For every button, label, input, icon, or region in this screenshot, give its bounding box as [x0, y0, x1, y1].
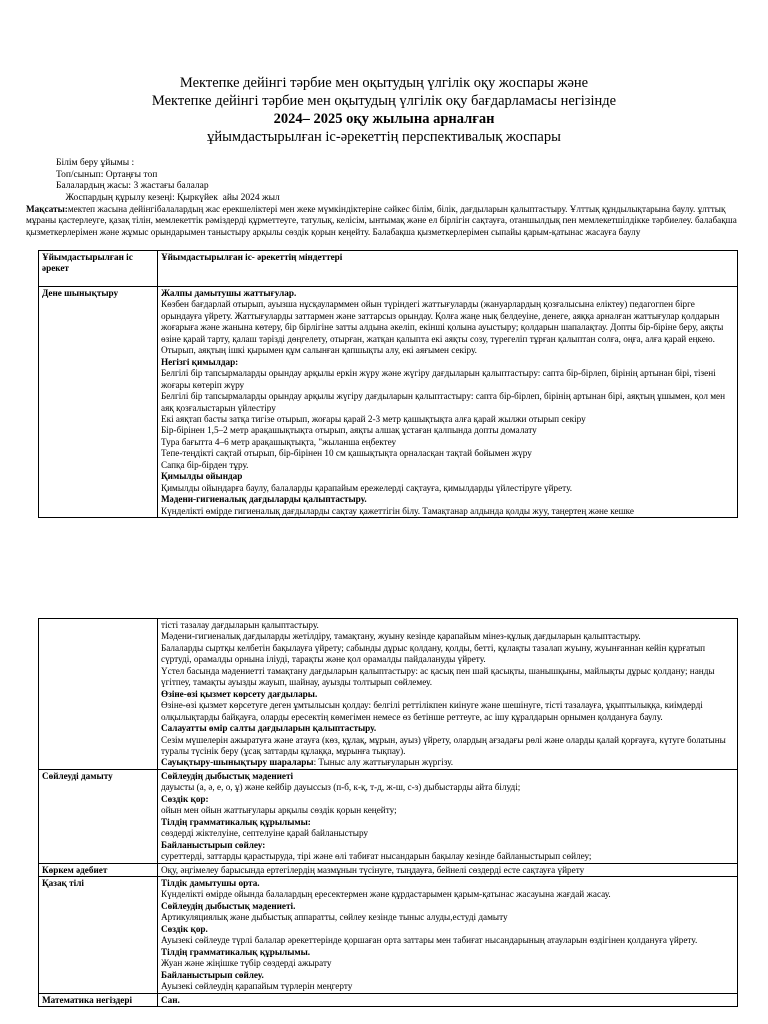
task-text: сөздерді жіктелуіне, септелуіне қарай байланыстыру [161, 828, 369, 839]
table-row [39, 993, 738, 1006]
table-row [39, 876, 738, 993]
task-text: Сауықтыру-шынықтыру шаралары: Тыныс алу жаттығуларын жүргізу. [161, 757, 454, 768]
task-heading: Негізгі қимылдар: [161, 356, 239, 367]
task-text: Тура бағытта 4–6 метр арақашықтықта, "жыланша еңбектеу [161, 436, 397, 447]
task-heading: Сөйлеудің дыбыстық мәдениеті [161, 770, 294, 781]
task-text: Күнделікті өмірде ойында балалардың ересектермен және құрдастарымен қарым-қатынас жасауына жағдай жасау. [161, 889, 611, 900]
task-heading: Байланыстырып сөйлеу: [161, 839, 266, 850]
table-row [39, 619, 738, 770]
header-activity: Ұйымдастырылған іс әрекет [39, 251, 158, 287]
activity-tasks [158, 287, 738, 518]
task-heading: Тілдің грамматикалық құрылымы: [161, 816, 311, 827]
meta-period: Жоспардың құрылу кезеңі: Қыркүйек айы 2024 жыл [56, 192, 280, 203]
task-text: Жуан және жіңішке түбір сөздерді ажырату [161, 958, 332, 969]
activity-tasks [158, 619, 738, 770]
activity-tasks [158, 876, 738, 993]
task-heading: Сан. [161, 994, 180, 1005]
task-text: Өзіне-өзі қызмет көрсетуге деген ұмтылысын қолдау: белгілі реттілікпен киінуге және шешінуге, тісті тазалауға, ұқыптылыққа, киімдерді олқылықтарды байқауға, оларды ересектің көмегімен немесе өз бетінше реттеуге, ас ішу құралдарын орнымен қолдануға баулу. [161, 700, 703, 722]
task-text: Оқу, әңгімелеу барысында ертегілердің мазмұнын түсінуге, тыңдауға, бейнелі сөздерді есте сақтауға үйрету [161, 864, 585, 875]
task-heading: Қимылды ойындар [161, 471, 243, 482]
task-text: суреттерді, заттарды қарастыруда, тірі және өлі табиғат нысандарын бақылау кезінде байланыстырып сөйлеу; [161, 851, 592, 862]
activity-tasks [158, 769, 738, 863]
activity-tasks [158, 993, 738, 1006]
task-text: Артикуляциялық және дыбыстық аппаратты, сөйлеу кезінде тыныс алуды,естуді дамыту [161, 912, 508, 923]
task-text: ойын мен ойын жаттығулары арқылы сөздік қорын кеңейту; [161, 805, 397, 816]
title-line-2: Мектепке дейінгі тәрбие мен оқытудың үлгілік оқу бағдарламасы негізінде [151, 93, 617, 109]
task-heading: Салауатты өмір салты дағдыларын қалыптастыру. [161, 723, 377, 734]
task-text: Көзбен бағдарлай отырып, ауызша нұсқауларммен ойын түріндегі жаттығуларды (жануарлардың қозғалысына еліктеу) педагогпен бірге орындауға үйрету. Жаттығуларды заттармен және заттарсыз орындау. Қолға жаңе нық белдеуіне, денеге, аяққа арналған жаттығулар қолдарын жоғарыға және жанына көтеру, бір бірлігіне затты алдына әкеліп, екінші қолына ауыстыру; қолдарын шапалақтау. Допты бір-біріне беру, аяқты өзіне қарай тарту, қалаш тәрізді дөңгелету, отырған, жатқан қалыпта екі аяқты созу, түрегеліп тұрған қалыптан солға, оңға, алға қарай еңкею. Отырып, аяқтың ішкі қырымен құм салынған қапшықты алу, екі аяғымен секіру. [161, 299, 724, 356]
task-heading: Өзіне-өзі қызмет көрсету дағдылары. [161, 688, 318, 699]
task-text: Тепе-теңдікті сақтай отырып, бір-бірінен 10 см қашықтықта орналасқан тақтай бойымен жүру [161, 448, 532, 459]
plan-table-page-2 [38, 618, 738, 1007]
task-text: тісті тазалау дағдыларын қалыптастыру. [161, 620, 319, 630]
activity-name: Дене шынықтыру [39, 287, 158, 518]
activity-name: Сөйлеуді дамыту [39, 769, 158, 863]
plan-table-page-1 [38, 250, 738, 518]
task-text: Белгілі бір тапсырмаларды орындау арқылы еркін жүру және жүгіру дағдыларын қалыптастыру: сапта бір-бірлеп, бірінің артынан бірі, тізені жоғары көтеріп жүру [161, 368, 716, 390]
goal-paragraph [26, 204, 742, 238]
task-text: Белгілі бір тапсырмаларды орындау арқылы жүгіру дағдыларын қалыптастыру: сапта бір-бірлеп, бірінің артынан бірі, аяқтың ұшымен, қол мен аяқ қозғалыстарын үйлестіру [161, 391, 726, 413]
meta-org: Білім беру ұйымы : [56, 158, 135, 168]
meta-age: Балалардың жасы: 3 жастағы балалар [56, 181, 209, 192]
activity-name: Қазақ тілі [39, 876, 158, 993]
task-text: Қимылды ойындарға баулу, балаларды қарапайым ережелерді сақтауға, қимылдарды үйлестіруге үйрету. [161, 482, 573, 493]
task-heading: Байланыстырып сөйлеу. [161, 969, 264, 980]
goal-label: Мақсаты: [26, 204, 68, 214]
task-text: Екі аяқтап басты затқа тигізе отырып, жоғары қарай 2-3 метр қашықтықта алға қарай жылжи отырып секіру [161, 413, 586, 424]
title-line-4: ұйымдастырылған іс-әрекеттің перспективалық жоспары [207, 129, 561, 145]
task-text: Үстел басында мәдениетті тамақтану дағдыларын қалыптастыру: ас қасық пен шай қасықты, шанышқыны, майлықты дұрыс қолдану; нанды үгітпеу, тамақты ауызды жауып, шайнау, ауызды толтырып сөйлемеу. [161, 665, 715, 688]
task-text: Күнделікті өмірде гигиеналық дағдыларды сақтау қажеттігін білу. Тамақтанар алдында қолды жуу, таңертең және кешке [161, 505, 634, 516]
table-row [39, 287, 738, 518]
task-text: Ауызекі сөйлеудің қарапайым түрлерін меңгерту [161, 981, 353, 992]
task-heading: Тілдік дамытушы орта. [161, 877, 260, 888]
task-text: Балаларды сыртқы келбетін бақылауға үйрету; сабынды дұрыс қолдану, қолды, бетті, құлақты тазалап жуыну, жуынғаннан кейін құрғатып сүртуді, орамалды орнына іліуді, тарақты және қол орамалды пайдалануды үйрету. [161, 642, 706, 665]
table-header-row [39, 251, 738, 287]
task-heading: Жалпы дамытушы жаттығулар. [161, 288, 297, 298]
task-text: Сапқа бір-бірден тұру. [161, 459, 249, 470]
activity-name: Математика негіздері [39, 993, 158, 1006]
title-line-3: 2024– 2025 оқу жылына арналған [273, 111, 495, 127]
task-heading: Мәдени-гигиеналық дағдыларды қалыптастыру. [161, 494, 367, 505]
title-line-1: Мектепке дейінгі тәрбие мен оқытудың үлгілік оқу жоспары және [179, 75, 589, 91]
table-row [39, 769, 738, 863]
header-tasks: Ұйымдастырылған іс- әрекеттің міндеттері [158, 251, 738, 287]
task-heading: Сөйлеудің дыбыстық мәдениеті. [161, 900, 296, 911]
task-heading: Тілдің грамматикалық құрылымы. [161, 946, 311, 957]
goal-text: мектеп жасына дейінгібалалардың жас ерекшеліктері мен жеке мүмкіндіктеріне сәйкес білім, білік, дағдыларын қалыптастыру. Ұлттық құндылықтарына баулу. ұлттық мұраны қастерлеуге, қазақ тілін, мемлекеттік рәміздерді құрметтеуге, татулық, келісім, ынтымақ және ел бірлігін сақтауға, отаншылдық пен мемлекетшілдікке тәрбиелеу. балабақша қызметкерлерімен және жұмыс орындарымен таныстыру арқылы сөздік қорын кеңейту. Балабақша қызметкерлерімен сыпайы қарым-қатынас жасауға баулу [26, 204, 737, 237]
task-text: Бір-бірінен 1,5–2 метр арақашықтықта отырып, аяқты алшақ ұстаған қалпында допты домалату [161, 425, 537, 436]
activity-name [39, 619, 158, 770]
task-text: Сезім мүшелерін ажыратуға және атауға (көз, құлақ, мұрын, ауыз) үйрету, олардың ағзадағы рөлі және оларды қалай қорғауға, күтуге болатыны туралы түсінік беру (ұсақ заттарды құлаққа, мұрынға тықпау). [161, 734, 726, 756]
task-text: Ауызекі сөйлеуде түрлі балалар әрекеттерінде қоршаған орта заттары мен табиғат нысандарының атауларын өздігінен қолдануға үйрету. [161, 935, 698, 946]
task-text: Мәдени-гигиеналық дағдыларды жетілдіру, тамақтану, жуыну кезінде қарапайым мінез-құлық дағдыларын қалыптастыру. [161, 631, 641, 642]
task-heading: Сөздік қор. [161, 923, 208, 934]
activity-tasks [158, 863, 738, 876]
task-text: дауысты (а, ә, е, о, ұ) және кейбір дауыссыз (п-б, к-қ, т-д, ж-ш, с-з) дыбыстарды айта білуді; [161, 782, 521, 793]
table-row [39, 863, 738, 876]
document-meta [56, 158, 280, 204]
document-title [0, 74, 768, 146]
activity-name: Көркем әдебиет [39, 863, 158, 876]
meta-group: Топ/сынып: Ортаңғы топ [56, 169, 158, 180]
task-heading: Сөздік қор: [161, 793, 209, 804]
